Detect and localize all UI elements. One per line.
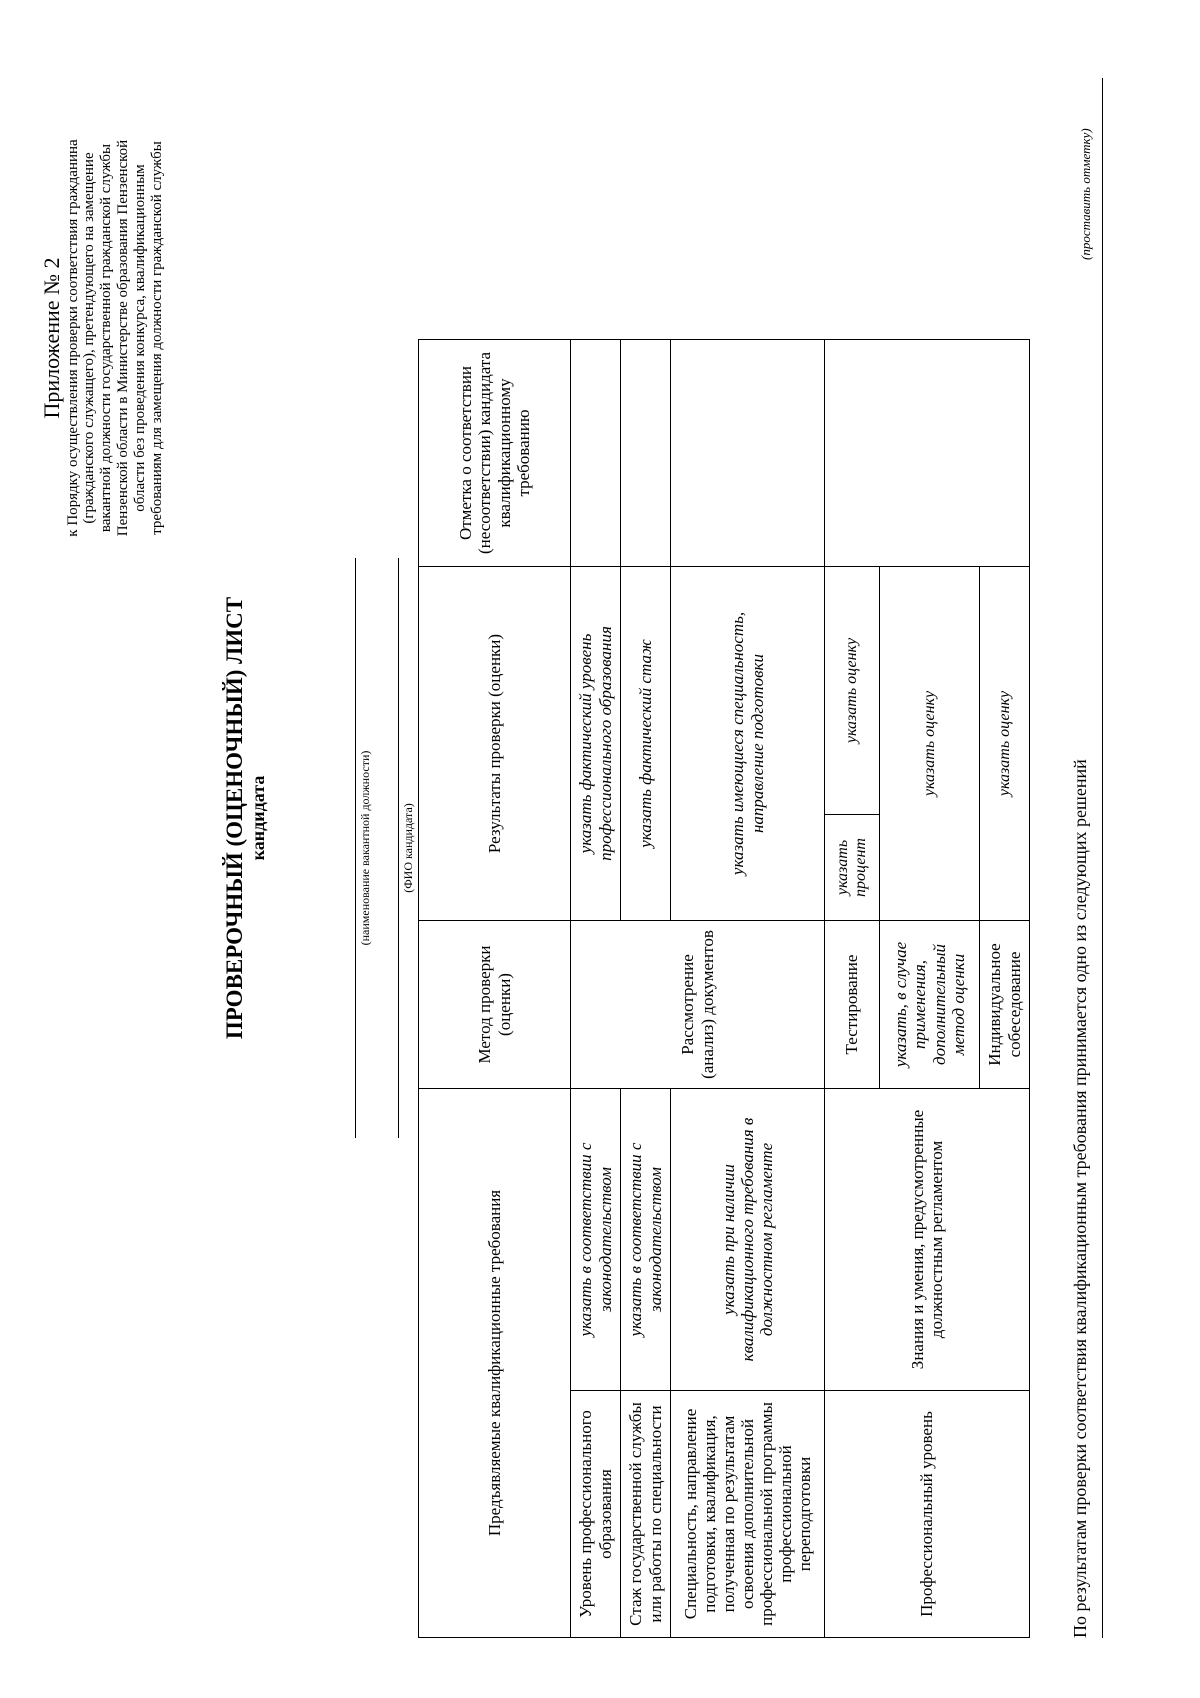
name-caption: (ФИО кандидата) bbox=[401, 803, 415, 893]
appendix-line: Пензенской области в Министерстве образования Пензенской bbox=[115, 139, 132, 537]
documents-method: Рассмотрение (анализ) документов bbox=[571, 921, 825, 1089]
specialty-result: указать имеющиеся специальность, направление подготовки bbox=[671, 567, 825, 921]
additional-method: указать, в случае применения, дополнительный метод оценки bbox=[880, 921, 980, 1089]
education-mark-cell[interactable] bbox=[571, 340, 621, 567]
interview-score: указать оценку bbox=[980, 567, 1030, 921]
education-requirement: указать в соответствии с законодательством bbox=[571, 1089, 621, 1391]
testing-percent: указать процент bbox=[825, 815, 880, 921]
qualification-table bbox=[418, 339, 1030, 1638]
specialty-label: Специальность, направление подготовки, квалификация, полученная по результатам освоения дополнительной профессиональной программы профессиональной переподготовки bbox=[671, 1391, 825, 1638]
specialty-requirement: указать при наличии квалификационного требования в должностном регламенте bbox=[671, 1089, 825, 1391]
header-mark: Отметка о соответствии (несоответствии) кандидата квалификационному требованию bbox=[419, 340, 571, 567]
specialty-mark-cell[interactable] bbox=[671, 340, 825, 567]
education-label: Уровень профессионального образования bbox=[571, 1391, 621, 1638]
appendix-line: вакантной должности государственной гражданской службы bbox=[98, 143, 115, 533]
name-fill-line bbox=[398, 558, 399, 1138]
appendix-line: требованиям для замещения должности гражданской службы bbox=[148, 141, 165, 535]
experience-requirement: указать в соответствии с законодательством bbox=[621, 1089, 671, 1391]
footer-note: (проставить отметку) bbox=[1078, 128, 1093, 260]
experience-mark-cell[interactable] bbox=[621, 340, 671, 567]
header-requirements: Предъявляемые квалификационные требования bbox=[419, 1089, 571, 1638]
appendix-title: Приложение № 2 bbox=[39, 257, 64, 419]
professional-level-requirement: Знания и умения, предусмотренные должностным регламентом bbox=[825, 1089, 1030, 1391]
footer-fill-line bbox=[1102, 78, 1103, 1638]
appendix-line: (гражданского служащего), претендующего на замещение bbox=[81, 152, 98, 524]
header-method: Метод проверки (оценки) bbox=[419, 921, 571, 1089]
professional-level-mark-cell[interactable] bbox=[825, 340, 1030, 567]
appendix-header bbox=[40, 58, 165, 618]
experience-result: указать фактический стаж bbox=[621, 567, 671, 921]
testing-score: указать оценку bbox=[825, 567, 880, 815]
table-row bbox=[825, 340, 880, 1638]
document-title: ПРОВЕРОЧНЫЙ (ОЦЕНОЧНЫЙ) ЛИСТ bbox=[222, 596, 247, 1040]
table-header-row bbox=[419, 340, 571, 1638]
footer-text: По результатам проверки соответствия квалификационным требования принимается одно из следующих решений bbox=[1070, 759, 1090, 1638]
experience-label: Стаж государственной службы или работы по специальности bbox=[621, 1391, 671, 1638]
additional-score: указать оценку bbox=[880, 567, 980, 921]
header-results: Результаты проверки (оценки) bbox=[419, 567, 571, 921]
professional-level-label: Профессиональный уровень bbox=[825, 1391, 1030, 1638]
appendix-line: области без проведения конкурса, квалификационным bbox=[131, 164, 148, 512]
position-fill-line bbox=[355, 558, 356, 1138]
appendix-line: к Порядку осуществления проверки соответствия гражданина bbox=[64, 139, 81, 537]
position-caption: (наименование вакантной должности) bbox=[358, 750, 372, 946]
interview-method: Индивидуальное собеседование bbox=[980, 921, 1030, 1089]
testing-method: Тестирование bbox=[825, 921, 880, 1089]
education-result: указать фактический уровень профессионального образования bbox=[571, 567, 621, 921]
document-subtitle: кандидата bbox=[248, 775, 268, 861]
table-row bbox=[571, 340, 621, 1638]
